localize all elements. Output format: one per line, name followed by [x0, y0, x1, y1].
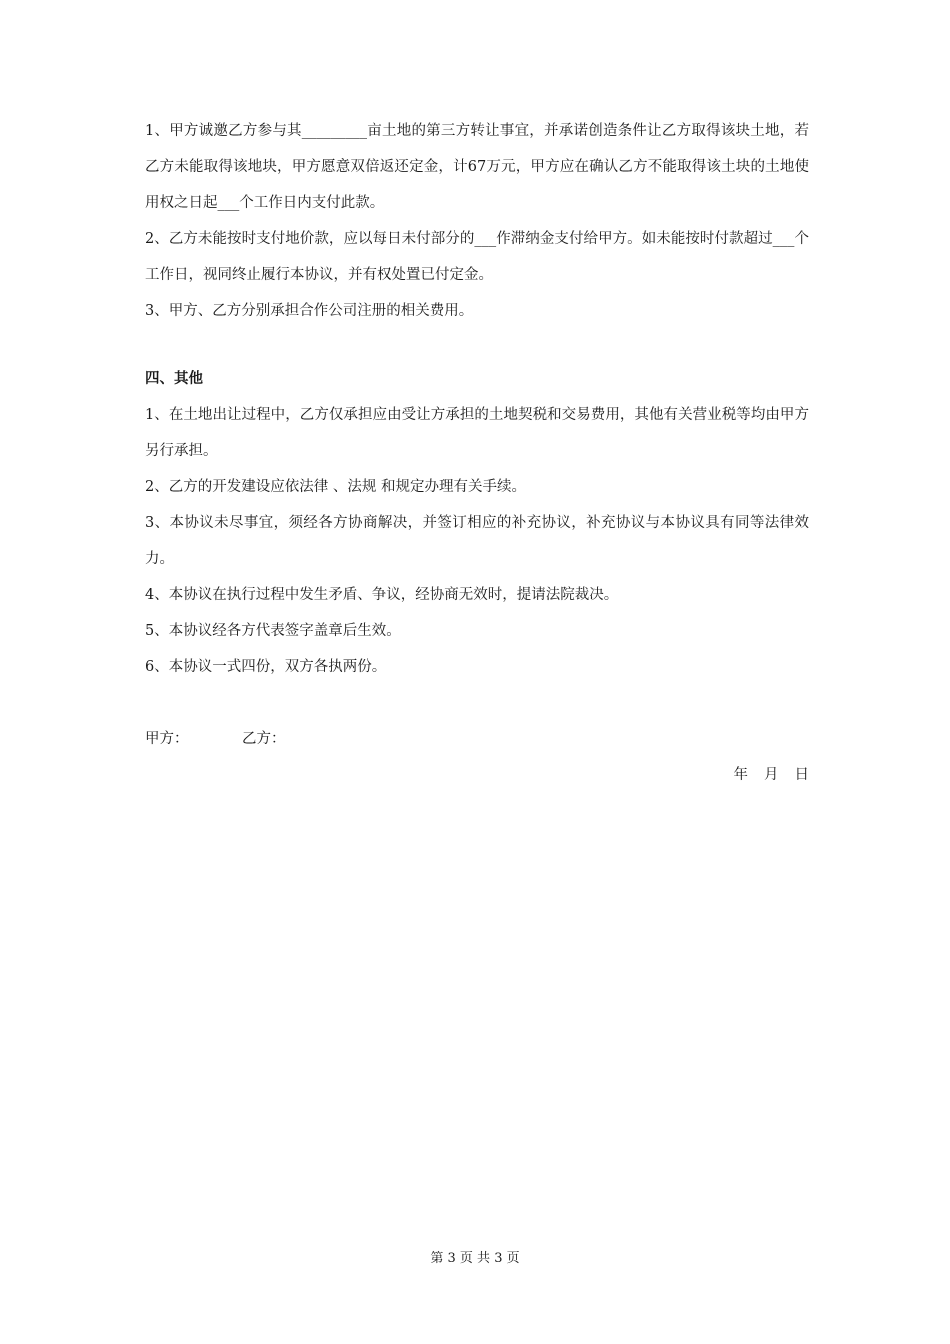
page-number: 第 3 页 共 3 页 [430, 1251, 520, 1266]
date-day: 日 [794, 767, 809, 783]
clause-3-1: 1、甲方诚邀乙方参与其_________亩土地的第三方转让事宜，并承诺创造条件让乙方取得该块土地，若乙方未能取得该地块，甲方愿意双倍返还定金，计67万元，甲方应在确认乙方不能取得该土块的土地使用权之日起___个工作日内支付此款。 [145, 123, 809, 211]
party-a-label: 甲方： [145, 731, 189, 747]
date-year: 年 [733, 767, 748, 783]
signing-date [145, 757, 809, 793]
signature-block [145, 721, 809, 757]
clause-3-2: 2、乙方未能按时支付地价款，应以每日未付部分的___作滞纳金支付给甲方。如未能按时付款超过___个工作日，视同终止履行本协议，并有权处置已付定金。 [145, 231, 809, 283]
clause-4-2: 2、乙方的开发建设应依法律 、法规 和规定办理有关手续。 [145, 479, 526, 495]
section-spacer [145, 329, 809, 361]
document-body [145, 113, 809, 793]
signature-spacer [145, 685, 809, 721]
section-4-title: 四、其他 [145, 371, 203, 387]
clause-4-3: 3、本协议未尽事宜，须经各方协商解决，并签订相应的补充协议，补充协议与本协议具有同等法律效力。 [145, 515, 809, 567]
clause-4-4: 4、本协议在执行过程中发生矛盾、争议，经协商无效时，提请法院裁决。 [145, 587, 619, 603]
clause-4-6: 6、本协议一式四份，双方各执两份。 [145, 659, 387, 675]
clause-4-1: 1、在土地出让过程中，乙方仅承担应由受让方承担的土地契税和交易费用，其他有关营业税等均由甲方另行承担。 [145, 407, 809, 459]
page-footer [0, 1249, 950, 1269]
clause-3-3: 3、甲方、乙方分别承担合作公司注册的相关费用。 [145, 303, 474, 319]
date-month: 月 [764, 767, 779, 783]
party-b-label: 乙方： [242, 731, 286, 747]
clause-4-5: 5、本协议经各方代表签字盖章后生效。 [145, 623, 401, 639]
